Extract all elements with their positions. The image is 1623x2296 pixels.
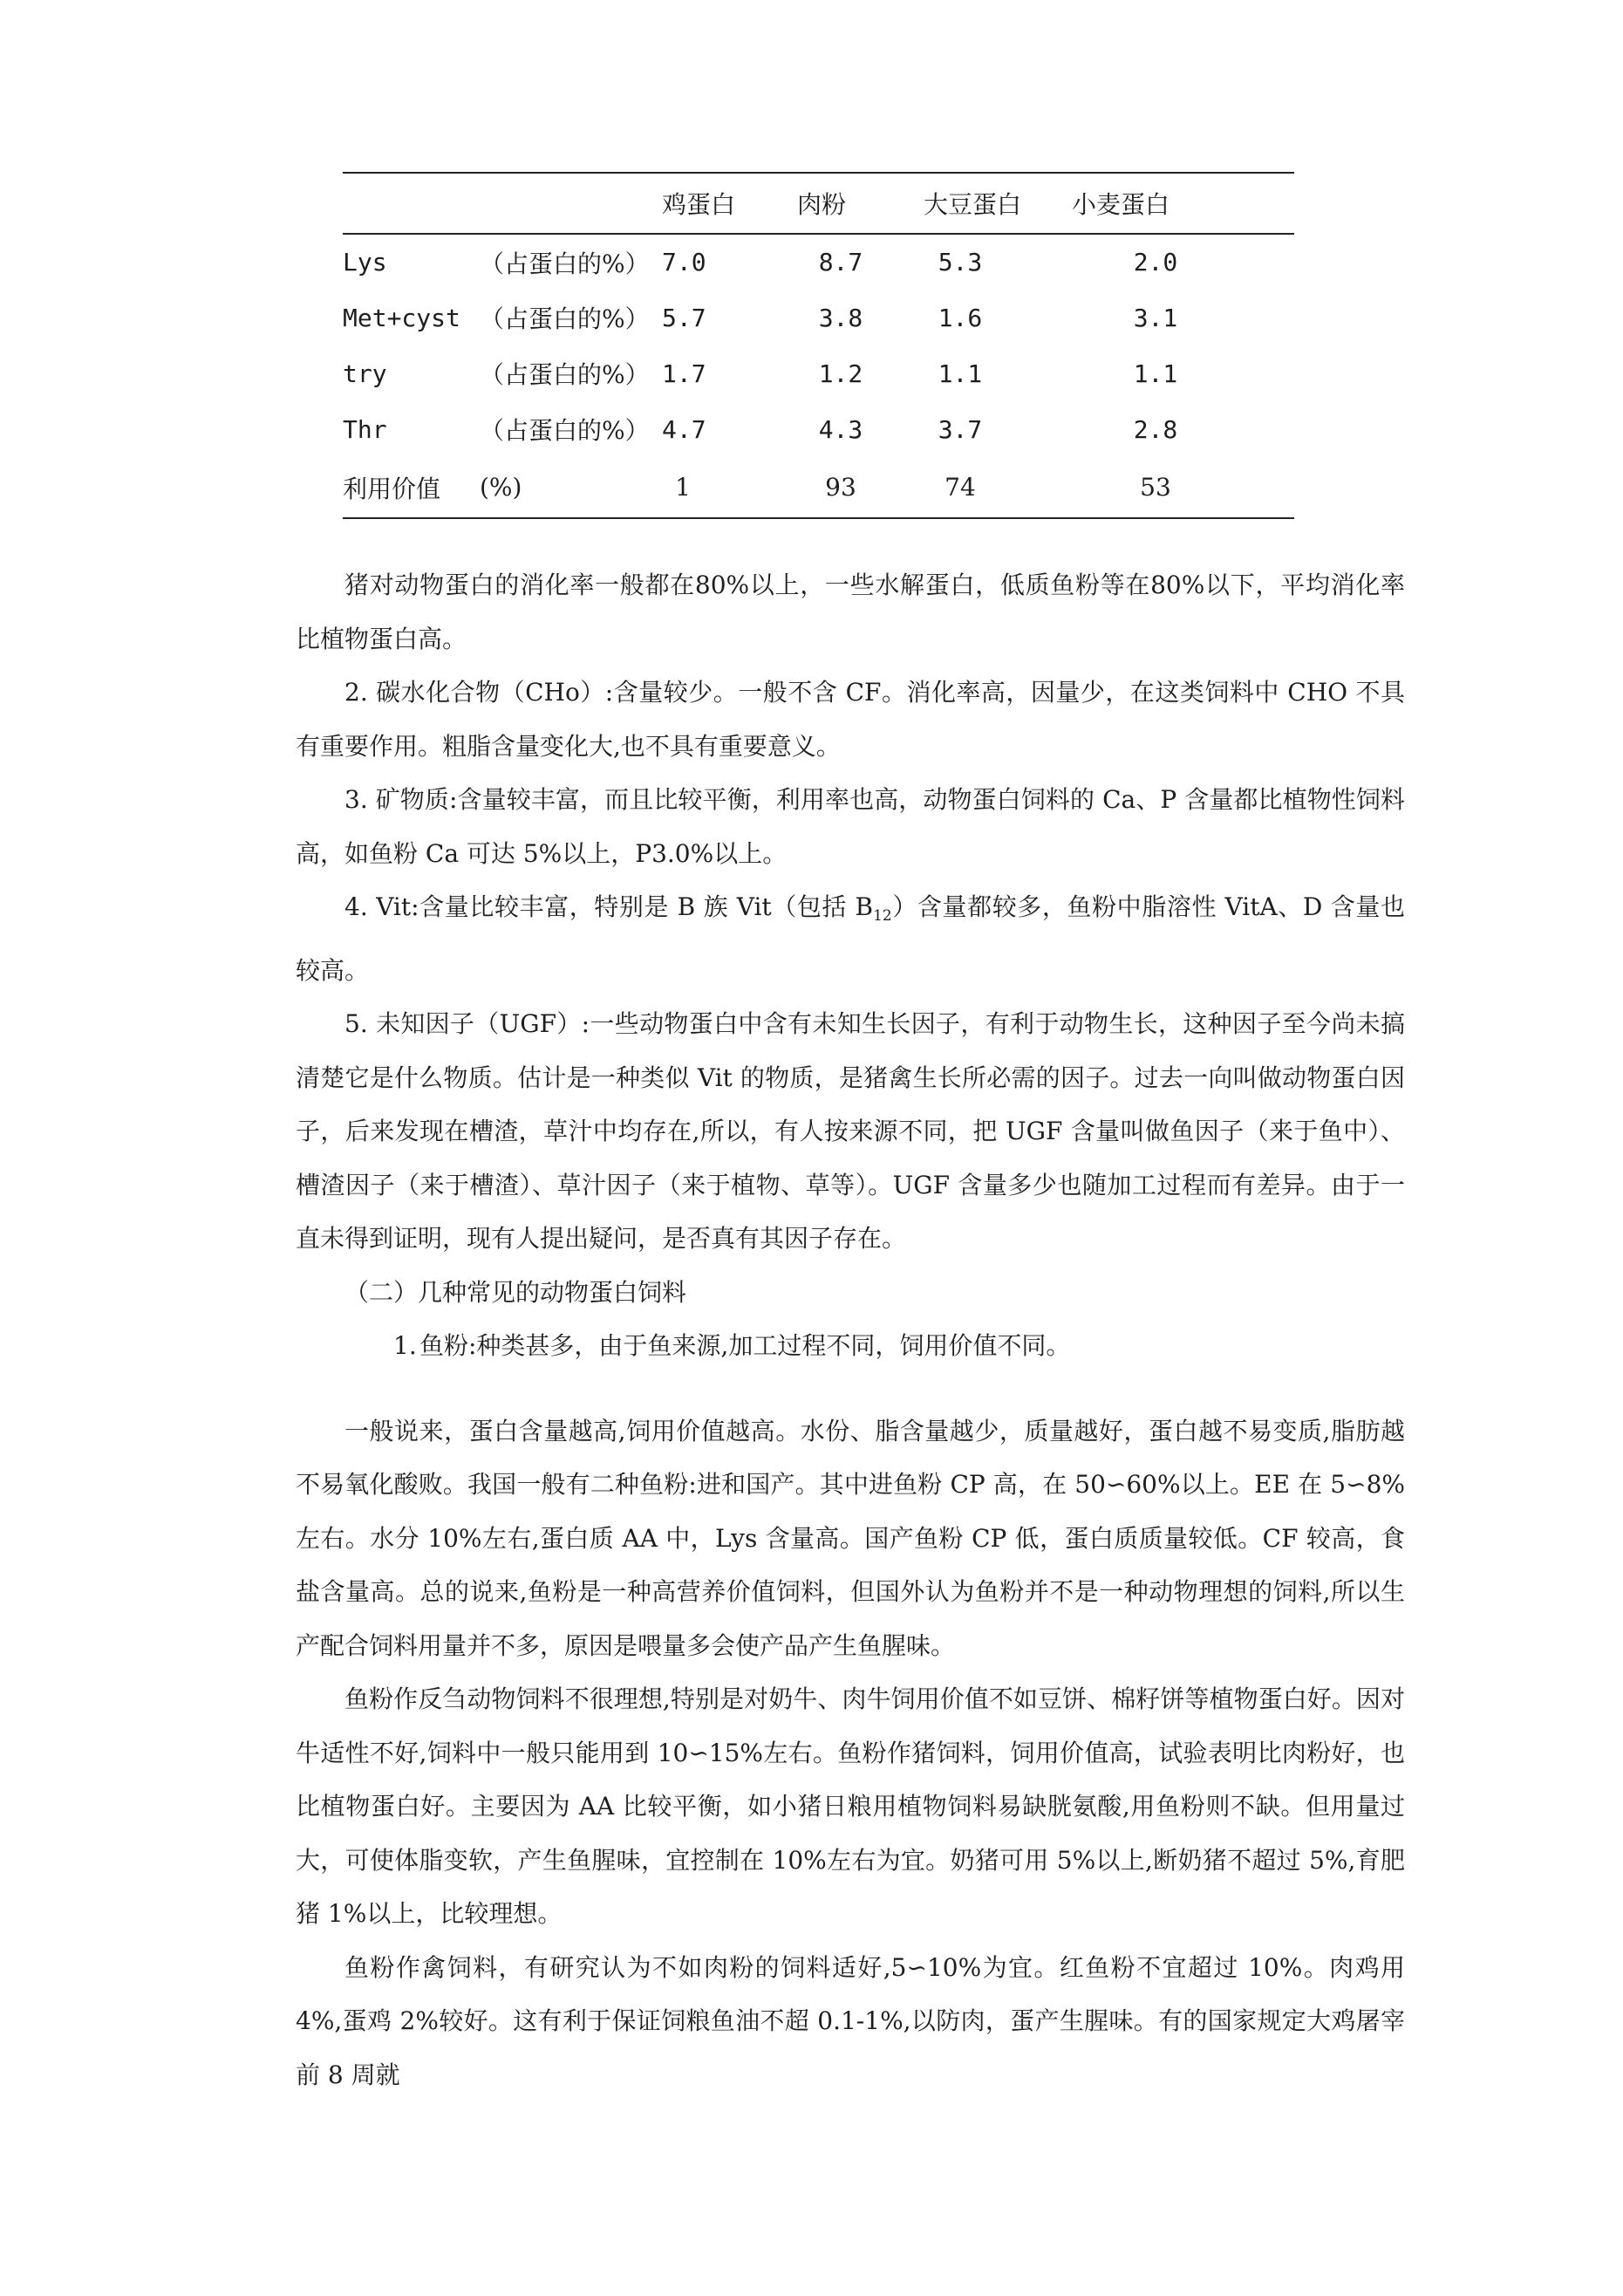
- table-cell: 1.1: [938, 359, 983, 388]
- table-cell: 2.8: [1133, 414, 1178, 444]
- header-blank: [480, 173, 662, 234]
- table-cell: 8.7: [818, 248, 863, 277]
- header-egg-protein: 鸡蛋白: [662, 173, 797, 234]
- table-cell: 7.0: [662, 248, 706, 277]
- table-cell: 74: [944, 473, 976, 502]
- section-heading: （二）几种常见的动物蛋白饲料: [344, 1277, 687, 1307]
- header-blank: [343, 173, 480, 234]
- row-unit: （占蛋白的%）: [480, 416, 650, 445]
- paragraph: [296, 1319, 1405, 1373]
- paragraph: 5. 未知因子（UGF）:一些动物蛋白中含有未知生长因子，有利于动物生长，这种因子至今尚未搞清楚它是什么物质。估计是一种类似 Vit 的物质，是猪禽生长所必需的因子。过去一向叫做动物蛋白因子，后来发现在槽渣，草汁中均存在,所以，有人按来源不同，把 UGF 含量叫做鱼因子（来于鱼中）、槽渣因子（来于槽渣）、草汁因子（来于植物、草等）。UGF 含量多少也随加工过程而有差异。由于一直未得到证明，现有人提出疑问，是否真有其因子存在。: [296, 1009, 1405, 1253]
- paragraph: [296, 880, 1405, 997]
- row-unit: （占蛋白的%）: [480, 304, 650, 333]
- table-cell: 5.3: [938, 248, 983, 277]
- table-row: [343, 290, 1294, 345]
- row-name: 利用价值: [343, 457, 480, 518]
- table-cell: 1.2: [818, 359, 863, 388]
- table-cell: 1: [675, 473, 691, 502]
- paragraph: 3. 矿物质:含量较丰富，而且比较平衡，利用率也高，动物蛋白饲料的 Ca、P 含量都比植物性饲料高，如鱼粉 Ca 可达 5%以上，P3.0%以上。: [296, 785, 1405, 868]
- row-name: Lys: [343, 248, 387, 277]
- amino-acid-table: [343, 172, 1294, 519]
- table-cell: 1.7: [662, 359, 706, 388]
- paragraph-text: 4. Vit:含量比较丰富，特别是 B 族 Vit（包括 B: [344, 892, 874, 921]
- header-meat-meal: 肉粉: [797, 173, 924, 234]
- paragraph: 2. 碳水化合物（CHo）:含量较少。一般不含 CF。消化率高，因量少，在这类饲料中 CHO 不具有重要作用。粗脂含量变化大,也不具有重要意义。: [296, 678, 1405, 761]
- item-number: 1.: [393, 1331, 417, 1360]
- table-cell: 5.7: [662, 303, 706, 332]
- table-cell: 3.7: [938, 414, 983, 444]
- header-soy-protein: 大豆蛋白: [924, 173, 1072, 234]
- row-name: Thr: [343, 414, 387, 444]
- table-row: [343, 401, 1294, 457]
- row-unit: （占蛋白的%）: [480, 360, 650, 389]
- table-row: [343, 234, 1294, 290]
- row-unit: (%): [480, 457, 662, 518]
- table-cell: 53: [1140, 473, 1171, 502]
- table-row: [343, 457, 1294, 518]
- table-row: [343, 345, 1294, 401]
- body-text: [296, 558, 1405, 2101]
- table-cell: 4.7: [662, 414, 706, 444]
- row-name: Met+cyst: [343, 303, 460, 332]
- header-wheat-protein: 小麦蛋白: [1072, 173, 1294, 234]
- paragraph: 一般说来，蛋白含量越高,饲用价值越高。水份、脂含量越少，质量越好，蛋白越不易变质,脂肪越不易氧化酸败。我国一般有二种鱼粉:进和国产。其中进鱼粉 CP 高，在 50∽60%以上。EE 在 5∽8%左右。水分 10%左右,蛋白质 AA 中，Lys 含量高。国产鱼粉 CP 低，蛋白质质量较低。CF 较高，食盐含量高。总的说来,鱼粉是一种高营养价值饲料，但国外认为鱼粉并不是一种动物理想的饲料,所以生产配合饲料用量并不多，原因是喂量多会使产品产生鱼腥味。: [296, 1416, 1405, 1660]
- table-cell: 93: [825, 473, 856, 502]
- row-name: try: [343, 359, 387, 388]
- table-cell: 1.1: [1133, 359, 1178, 388]
- paragraph: 猪对动物蛋白的消化率一般都在80%以上，一些水解蛋白，低质鱼粉等在80%以下，平均消化率比植物蛋白高。: [296, 571, 1405, 653]
- table-cell: 2.0: [1133, 248, 1178, 277]
- paragraph-text: 鱼粉:种类甚多，由于鱼来源,加工过程不同，饲用价值不同。: [419, 1331, 1071, 1360]
- table-header-row: [343, 173, 1294, 234]
- table-cell: 3.1: [1133, 303, 1178, 332]
- paragraph: 鱼粉作禽饲料，有研究认为不如肉粉的饲料适好,5∽10%为宜。红鱼粉不宜超过 10%。肉鸡用 4%,蛋鸡 2%较好。这有利于保证饲粮鱼油不超 0.1-1%,以防肉，蛋产生腥味。有的国家规定大鸡屠宰前 8 周就: [296, 1952, 1405, 2089]
- table-cell: 1.6: [938, 303, 983, 332]
- paragraph: 鱼粉作反刍动物饲料不很理想,特别是对奶牛、肉牛饲用价值不如豆饼、棉籽饼等植物蛋白好。因对牛适性不好,饲料中一般只能用到 10∽15%左右。鱼粉作猪饲料，饲用价值高，试验表明比肉粉好，也比植物蛋白好。主要因为 AA 比较平衡，如小猪日粮用植物饲料易缺胱氨酸,用鱼粉则不缺。但用量过大，可使体脂变软，产生鱼腥味，宜控制在 10%左右为宜。奶猪可用 5%以上,断奶猪不超过 5%,育肥猪 1%以上，比较理想。: [296, 1684, 1405, 1928]
- table-cell: 4.3: [818, 414, 863, 444]
- subscript: 12: [873, 907, 892, 925]
- row-unit: （占蛋白的%）: [480, 249, 650, 278]
- table-cell: 3.8: [818, 303, 863, 332]
- paragraph-text: ）含量都较多，鱼粉中脂溶性 VitA、D 含量也较高。: [296, 892, 1405, 985]
